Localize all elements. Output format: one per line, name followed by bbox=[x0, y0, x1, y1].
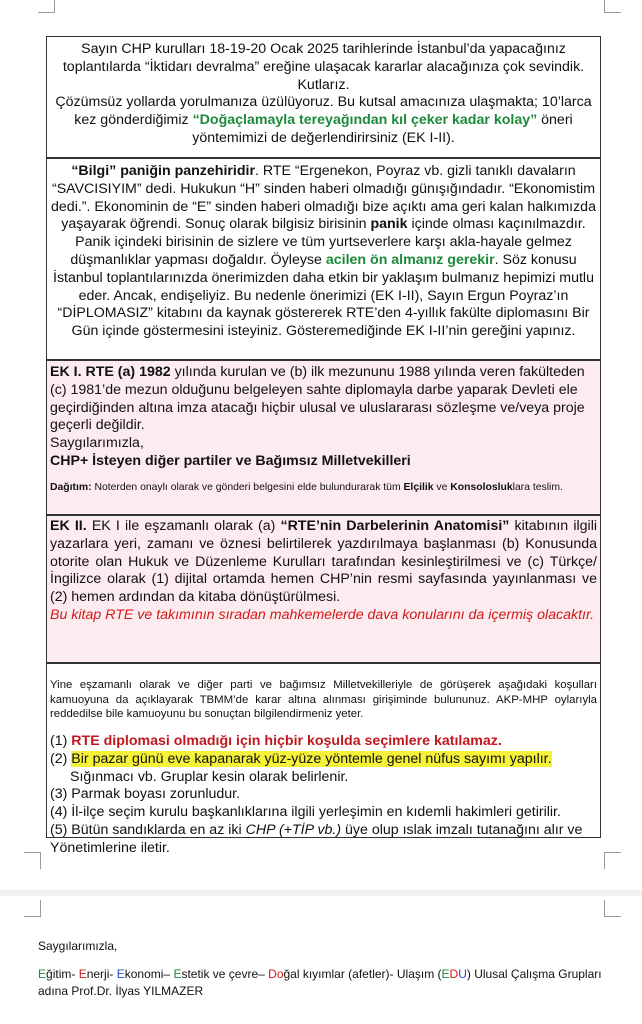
crop-mark bbox=[24, 852, 41, 869]
crop-mark bbox=[38, 0, 55, 13]
condition-item-5: (5) Bütün sandıklarda en az iki CHP (+TİP vb.) üye olup ıslak imzalı tutanağını alır ve Yönetimlerine iletir. bbox=[50, 821, 583, 856]
signature-groups: Eğitim- Enerji- Ekonomi– Estetik ve çevre– Doğal kıyımlar (afetler)- Ulaşım (EDU) Ulusal Çalışma Grupları adına Prof.Dr. İlyas YILMAZER bbox=[38, 967, 602, 998]
ek1-signers: CHP+ İsteyen diğer partiler ve Bağımsız Milletvekilleri bbox=[50, 452, 411, 469]
condition-item-3: (3) Parmak boyası zorunludur. bbox=[50, 786, 241, 803]
highlight-phrase: “Doğaçlamayla tereyağından kıl çeker kadar kolay” bbox=[192, 112, 538, 129]
crop-mark bbox=[604, 900, 621, 917]
intro-section bbox=[46, 36, 601, 158]
conditions-intro: Yine eşzamanlı olarak ve diğer parti ve bağımsız Milletvekilleriyle de görüşerek aşağıdaki koşulları kamuoyuna da açıklayarak TBMM’de karar altına alınması girişiminde bulununuz. AKP-MHP oylarıyla reddedilse bile kamuoyunu bu sonuçtan bilgilendirmeniz yeter. bbox=[50, 679, 597, 721]
crop-mark bbox=[604, 852, 621, 869]
ek2-section bbox=[46, 515, 601, 663]
distribution-note: Dağıtım: Noterden onaylı olarak ve gönderi belgesini elde bulundurarak tüm Elçilik ve Konsolosluklara teslim. bbox=[50, 481, 563, 493]
ek2-text: EK II. EK I ile eşzamanlı olarak (a) “RTE’nin Darbelerinin Anatomisi” kitabının ilgili yazarlara yeri, zamanı ve öznesi belirtilerek yazdırılmaya başlanması (b) Konusunda otorite olan Hukuk ve Düzenleme Kurulları tarafından kesinleştirilmesi ve (c) Türkçe/İngilizce olarak (1) dijital ortamda hemen CHP’nin resmi sayfasında yayınlanması ve (2) hemen ardından da kitaba dönüştürülmesi. bbox=[50, 518, 597, 606]
document-page-2 bbox=[0, 896, 642, 1024]
intro-line2: Çözümsüz yollarda yorulmanıza üzülüyoruz. Bu kutsal amacınıza ulaşmakta; 10’larca kez gönderdiğimiz “Doğaçlamayla tereyağından kıl çeker kadar kolay” öneri yöntemimizi de değerlendirirsiniz (EK I-II). bbox=[55, 94, 592, 146]
condition-item-1: (1) RTE diplomasi olmadığı için hiçbir koşulda seçimlere katılamaz. bbox=[50, 733, 502, 749]
conditions-section bbox=[46, 663, 601, 856]
intro-line1: Sayın CHP kurulları 18-19-20 Ocak 2025 tarihlerinde İstanbul’da yapacağınız toplantılarda “İktidarı devralma” ereğine ulaşacak kararlar alacağınıza çok sevindik. Kutlarız. bbox=[62, 41, 585, 93]
bilgi-section bbox=[46, 158, 601, 360]
bilgi-paragraph-1: “Bilgi” paniğin panzehiridir. RTE “Ergenekon, Poyraz vb. gizli tanıklı davaların “SAVCISIYIM” dedi. Hukukun “H” sinden haberi olmadığı günışığındadır. “Ekonomistim dedi.”. Ekonominin de “E” sinden haberi olmadığı bize açıktı ama geri kalan halkımızda yaşayarak öğrendi. Sonuç olarak bilgisiz birisinin panik içinde olması kaçınılmazdır. bbox=[51, 163, 596, 233]
condition-item-2: (2) Bir pazar günü eve kapanarak yüz-yüze yöntemle genel nüfus sayımı yapılır. bbox=[50, 750, 552, 767]
condition-item-4: (4) İl-ilçe seçim kurulu başkanlıklarına ilgili yerleşimin en kıdemli hakimleri getirilir. bbox=[50, 804, 561, 821]
signature-closing: Saygılarımızla, bbox=[38, 939, 118, 953]
ek2-note: Bu kitap RTE ve takımının sıradan mahkemelerde dava konularını da içermiş olacaktır. bbox=[50, 606, 595, 623]
bilgi-paragraph-2: Panik içindeki birisinin de sizlere ve tüm yurtseverlere karşı akla-hayale gelmez düşmanlıklar yapması doğaldır. Öyleyse acilen ön almanız gerekir. Söz konusu İstanbul toplantılarınızda önerimizden daha etkin bir yaklaşım bulmanız hepimizi mutlu eder. Ancak, endişeliyiz. Bu nedenle önerimizi (EK I-II), Sayın Ergun Poyraz’ın “DİPLOMASIZ” kitabını da kaynak göstererek RTE’den 4-yıllık fakülte diplomasını Bir Gün içinde göstermesini isteyiniz. Gösteremediğinde EK I-II’nin gereğini yapınız. bbox=[53, 234, 594, 340]
ek1-closing: Saygılarımızla, bbox=[50, 435, 144, 452]
ek1-text: EK I. RTE (a) 1982 yılında kurulan ve (b) ilk mezununu 1988 yılında veren fakülteden (c) 1981’de mezun olduğunu belgeleyen sahte diplomayla darbe yaparak Devleti ele geçirdiğinden altına imza atacağı hiçbir ulusal ve uluslararası sözleşme ve/veya proje geçerli değildir. bbox=[50, 364, 585, 434]
crop-mark bbox=[24, 900, 41, 917]
condition-item-2b: Sığınmacı vb. Gruplar kesin olarak belirlenir. bbox=[70, 768, 349, 785]
ek1-section bbox=[46, 360, 601, 515]
crop-mark bbox=[604, 0, 621, 13]
